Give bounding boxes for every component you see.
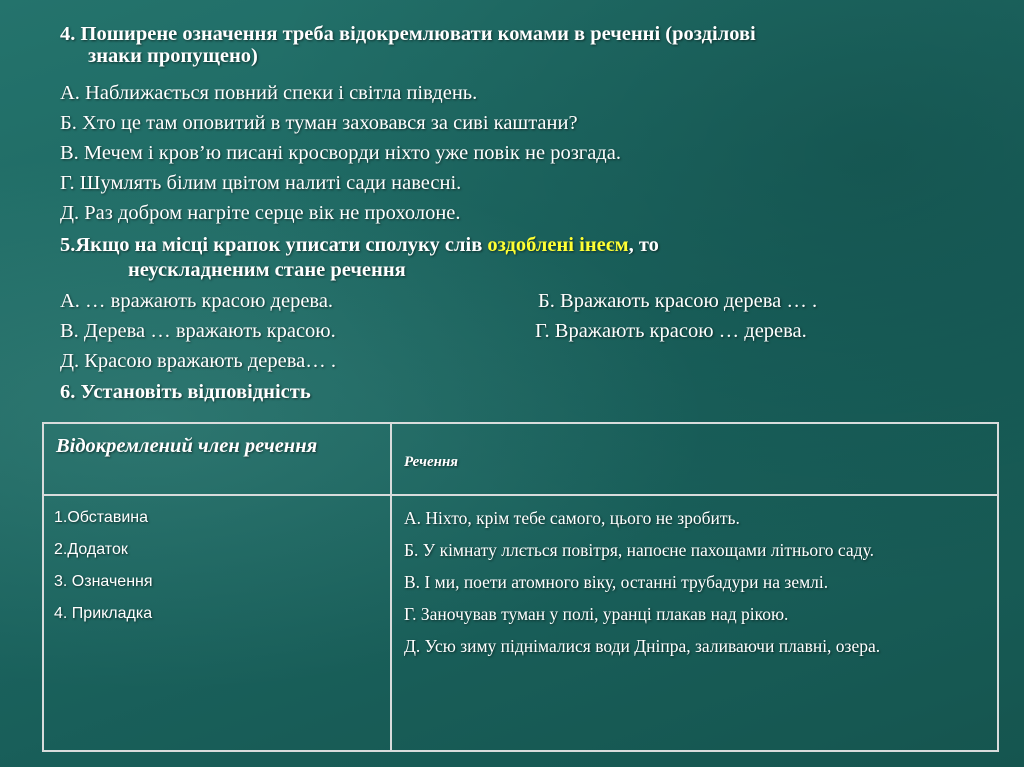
q5-option-v: В. Дерева … вражають красою. bbox=[60, 320, 336, 342]
q4-option-g: Г. Шумлять білим цвітом налиті сади навесні. bbox=[60, 172, 462, 194]
q5-title-cont: неускладненим стане речення bbox=[128, 259, 406, 281]
table-body-row bbox=[43, 495, 998, 751]
matching-table bbox=[42, 422, 999, 752]
left-item-1: 1.Обставина bbox=[54, 509, 148, 526]
q4-option-v: В. Мечем і кров’ю писані кросворди ніхто уже повік не розгада. bbox=[60, 142, 621, 164]
q4-title-cont: знаки пропущено) bbox=[88, 45, 258, 67]
right-item-g: Г. Заночував туман у полі, уранці плакав над рікою. bbox=[404, 604, 789, 624]
q5-option-g: Г. Вражають красою … дерева. bbox=[535, 320, 807, 342]
table-header-row bbox=[43, 423, 998, 495]
q5-title-pre: 5.Якщо на місці крапок уписати сполуку слів bbox=[60, 234, 488, 256]
right-column bbox=[391, 495, 998, 751]
right-item-a: А. Ніхто, крім тебе самого, цього не зробить. bbox=[404, 508, 740, 528]
header-left: Відокремлений член речення bbox=[43, 423, 391, 495]
q5-title bbox=[60, 233, 659, 257]
header-right: Речення bbox=[391, 423, 998, 495]
q4-option-b: Б. Хто це там оповитий в туман заховався за сиві каштани? bbox=[60, 112, 578, 134]
q5-title-post: , то bbox=[628, 234, 659, 256]
q5-title-highlight: оздоблені інеєм bbox=[487, 234, 629, 256]
left-item-2: 2.Додаток bbox=[54, 541, 128, 558]
right-item-d: Д. Усю зиму піднімалися води Дніпра, заливаючи плавні, озера. bbox=[404, 636, 881, 656]
q5-option-b: Б. Вражають красою дерева … . bbox=[538, 290, 818, 312]
q6-title: 6. Установіть відповідність bbox=[60, 381, 311, 403]
left-item-4: 4. Прикладка bbox=[54, 605, 153, 622]
left-item-3: 3. Означення bbox=[54, 573, 153, 590]
q5-option-d: Д. Красою вражають дерева… . bbox=[60, 350, 336, 372]
q5-options-row-1 bbox=[60, 289, 960, 313]
left-column bbox=[43, 495, 391, 751]
right-item-v: В. І ми, поети атомного віку, останні трубадури на землі. bbox=[404, 572, 829, 592]
q5-options-row-2 bbox=[60, 319, 960, 343]
q5-option-a: А. … вражають красою дерева. bbox=[60, 290, 334, 312]
q4-option-d: Д. Раз добром нагріте серце вік не прохолоне. bbox=[60, 202, 461, 224]
q4-title: 4. Поширене означення треба відокремлювати комами в реченні (розділові bbox=[60, 23, 756, 45]
q4-option-a: А. Наближається повний спеки і світла південь. bbox=[60, 82, 478, 104]
right-item-b: Б. У кімнату ллється повітря, напоєне пахощами літнього саду. bbox=[404, 540, 874, 560]
